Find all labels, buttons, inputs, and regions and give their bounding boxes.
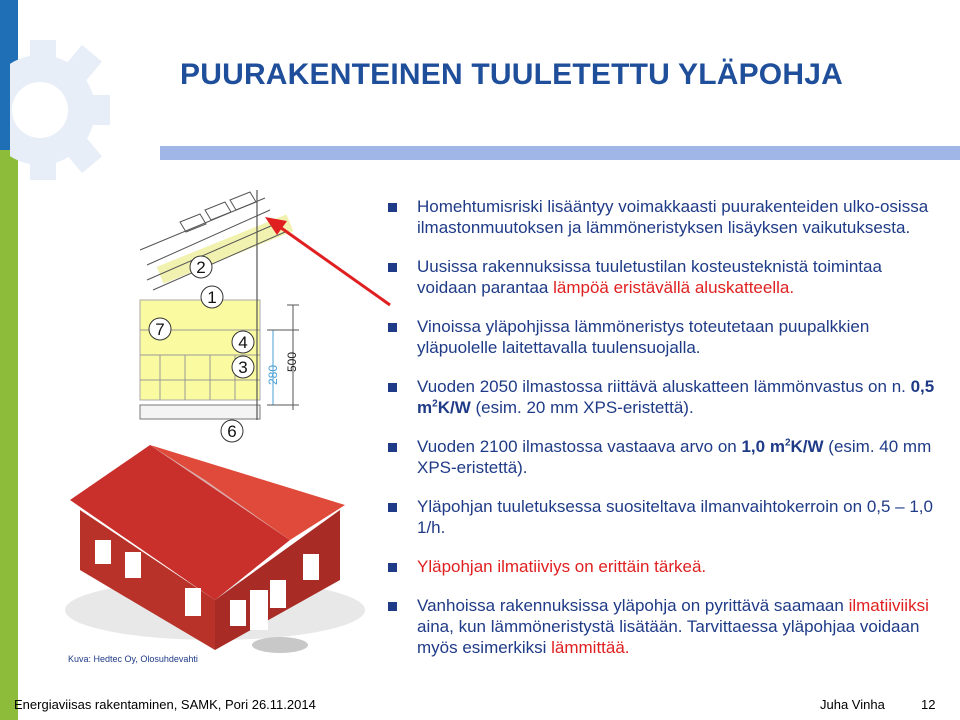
bullet-item — [380, 496, 940, 538]
label-4: 4 — [238, 333, 248, 352]
footer-event: Energiaviisas rakentaminen, SAMK, Pori 26.11.2014 — [14, 697, 316, 712]
bullet-square-icon — [388, 602, 397, 611]
bullet-text: K/W — [790, 437, 824, 456]
bullet-item — [380, 436, 940, 478]
gear-decoration-icon — [10, 40, 130, 180]
left-green-strip — [0, 150, 18, 720]
bullet-square-icon — [388, 263, 397, 272]
bullet-square-icon — [388, 563, 397, 572]
label-2: 2 — [196, 258, 206, 277]
bullet-text: K/W — [437, 398, 471, 417]
bullet-text: lämpöä eristävällä aluskatteella. — [553, 278, 795, 297]
label-6: 6 — [227, 422, 237, 441]
page-number: 12 — [921, 697, 936, 712]
bullet-square-icon — [388, 383, 397, 392]
bullet-square-icon — [388, 443, 397, 452]
red-pointer-arrow — [255, 215, 395, 310]
dimension-500: 500 — [285, 351, 299, 372]
bullet-text: 0,5 m — [417, 377, 935, 417]
title-underline-bar — [160, 146, 960, 160]
bullet-text: Vanhoissa rakennuksissa yläpohja on pyrittävä saamaan — [417, 596, 849, 615]
bullet-text: 1,0 m — [741, 437, 785, 456]
bullet-text: Yläpohjan tuuletuksessa suositeltava ilmanvaihtokerroin on 0,5 – 1,0 1/h. — [417, 497, 933, 537]
bullet-item — [380, 196, 940, 238]
bullet-text: Vuoden 2100 ilmastossa vastaava arvo on — [417, 437, 742, 456]
bullet-text: (esim. 20 mm XPS-eristettä). — [470, 398, 694, 417]
bullet-item — [380, 595, 940, 658]
bullet-square-icon — [388, 503, 397, 512]
bullet-item — [380, 256, 940, 298]
bullet-text: Homehtumisriski lisääntyy voimakkaasti puurakenteiden ulko-osissa ilmastonmuutoksen ja lämmöneristyksen lisäyksen vaikutuksesta. — [417, 197, 929, 237]
bullet-text: aina, kun lämmöneristystä lisätään. Tarvittaessa yläpohjaa voidaan myös esimerkiksi — [417, 617, 920, 657]
label-1: 1 — [207, 288, 217, 307]
bullet-text: Uusissa rakennuksissa tuuletustilan kosteusteknistä toimintaa voidaan parantaa — [417, 257, 882, 297]
bullet-item — [380, 376, 940, 418]
bullet-text: ilmatiiviiksi — [848, 596, 929, 615]
bullet-item — [380, 556, 940, 577]
bullet-text: Yläpohjan ilmatiiviys on erittäin tärkeä. — [417, 557, 707, 576]
bullet-text: Vuoden 2050 ilmastossa riittävä aluskatteen lämmönvastus on n. — [417, 377, 911, 396]
footer-author: Juha Vinha — [820, 697, 885, 712]
dimension-280: 280 — [266, 364, 280, 385]
label-3: 3 — [238, 358, 248, 377]
figure-caption: Kuva: Hedtec Oy, Olosuhdevahti — [68, 654, 198, 664]
bullet-square-icon — [388, 323, 397, 332]
bullet-text: Vinoissa yläpohjissa lämmöneristys toteutetaan puupalkkien yläpuolelle laitettavalla tuulensuojalla. — [417, 317, 870, 357]
bullet-text: 2 — [784, 437, 791, 449]
label-7: 7 — [155, 320, 165, 339]
bullet-item — [380, 316, 940, 358]
bullet-list — [380, 196, 940, 676]
slide-title: PUURAKENTEINEN TUULETETTU YLÄPOHJA — [180, 58, 843, 91]
house-illustration — [65, 445, 365, 653]
bullet-text: 2 — [432, 398, 438, 410]
bullet-square-icon — [388, 203, 397, 212]
bullet-text: (esim. 40 mm XPS-eristettä). — [417, 437, 932, 477]
bullet-text: lämmittää. — [551, 638, 630, 657]
